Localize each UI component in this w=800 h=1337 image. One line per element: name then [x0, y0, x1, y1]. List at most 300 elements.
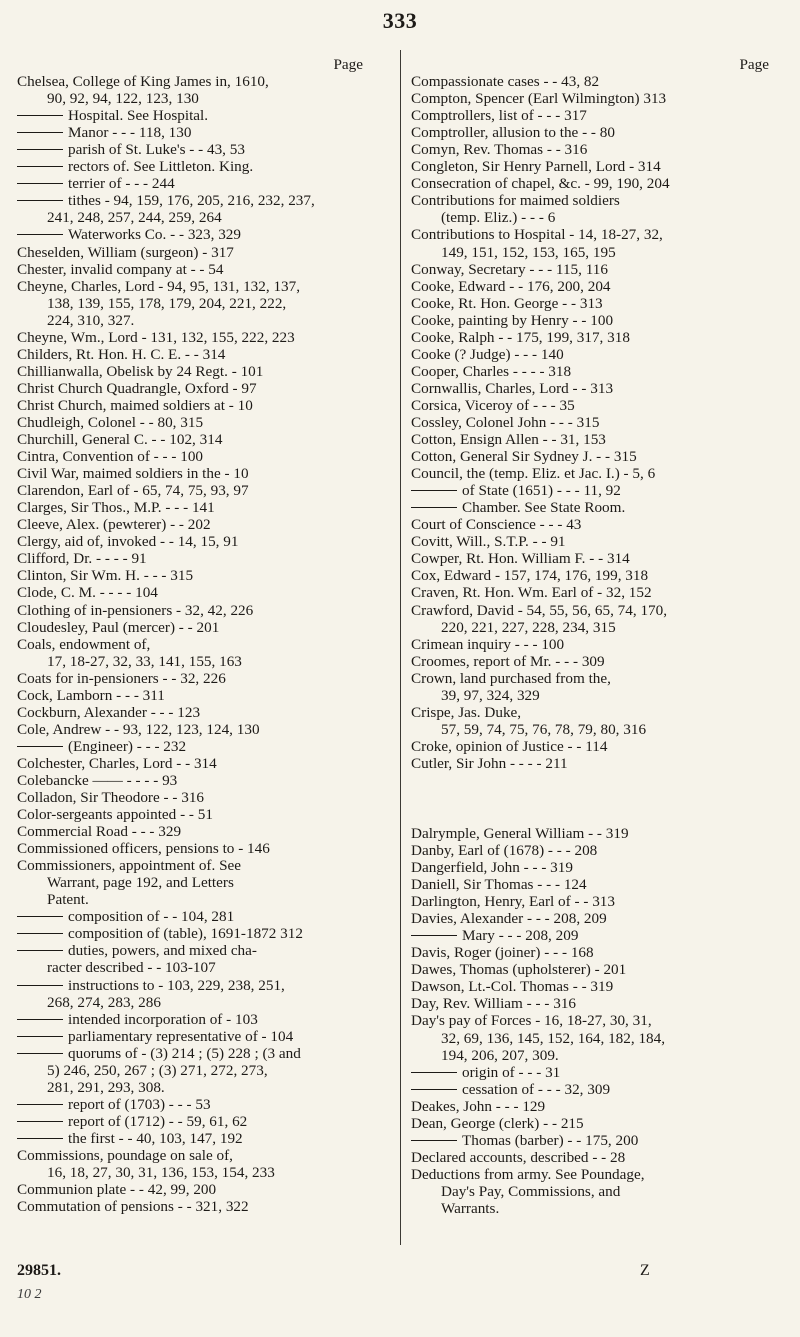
- index-entry: [411, 1012, 773, 1063]
- entry-label: report of (1703) - - - 53: [68, 1095, 211, 1113]
- entry-label: Cloudesley, Paul (mercer) - - 201: [17, 618, 220, 636]
- index-subentry: [17, 738, 367, 755]
- entry-label: Deakes, John - - - 129: [411, 1097, 546, 1115]
- entry-label: Clifford, Dr. - - - - 91: [17, 550, 147, 568]
- index-entry: [17, 1181, 367, 1198]
- index-entry: [411, 312, 773, 329]
- entry-text: [411, 499, 773, 516]
- index-entry: [17, 840, 367, 857]
- entry-text: [411, 533, 773, 550]
- index-entry: [411, 380, 773, 397]
- entry-continuation: 224, 310, 327.: [47, 311, 135, 329]
- index-entry: [411, 859, 773, 876]
- index-subentry: [17, 141, 367, 158]
- handwritten-note: 10 2: [17, 1287, 42, 1302]
- right-entry-list-c: [411, 73, 773, 772]
- entry-label: Chudleigh, Colonel - - 80, 315: [17, 413, 204, 431]
- index-entry: [411, 842, 773, 859]
- index-entry: [17, 329, 367, 346]
- index-entry: [17, 244, 367, 261]
- entry-label: rectors of. See Littleton. King.: [68, 158, 254, 176]
- entry-continuation: 281, 291, 293, 308.: [47, 1078, 165, 1096]
- entry-text: [411, 567, 773, 584]
- entry-text: [411, 261, 773, 278]
- entry-text: [411, 329, 773, 346]
- entry-label: Cossley, Colonel John - - - 315: [411, 413, 600, 431]
- entry-text: [17, 158, 367, 175]
- entry-label: Cooke, painting by Henry - - 100: [411, 311, 614, 329]
- entry-text: [411, 448, 773, 465]
- entry-continuation: 90, 92, 94, 122, 123, 130: [47, 90, 199, 108]
- index-entry: [411, 261, 773, 278]
- entry-label: Cornwallis, Charles, Lord - - 313: [411, 379, 614, 397]
- index-entry: [17, 823, 367, 840]
- index-subentry: [411, 1132, 773, 1149]
- entry-text: [411, 1064, 773, 1081]
- index-subentry: [17, 158, 367, 175]
- entry-label: terrier of - - - 244: [68, 175, 175, 193]
- index-subentry: [17, 1130, 367, 1147]
- entry-label: Darlington, Henry, Earl of - - 313: [411, 893, 615, 911]
- entry-text: [411, 1166, 773, 1183]
- entry-label: Cutler, Sir John - - - - 211: [411, 754, 568, 772]
- index-entry: [17, 278, 367, 329]
- entry-text: [411, 584, 773, 601]
- left-entry-list: [17, 73, 367, 1215]
- index-entry: [411, 653, 773, 670]
- index-subentry: [17, 942, 367, 976]
- entry-text: [411, 380, 773, 397]
- index-subentry: [17, 1011, 367, 1028]
- entry-label: Conway, Secretary - - - 115, 116: [411, 260, 608, 278]
- entry-text: [17, 840, 367, 857]
- entry-label: Dalrymple, General William - - 319: [411, 824, 629, 842]
- entry-text: [17, 516, 367, 533]
- entry-label: Comyn, Rev. Thomas - - 316: [411, 141, 588, 159]
- index-entry: [411, 73, 773, 90]
- entry-text: [411, 876, 773, 893]
- index-entry: [411, 448, 773, 465]
- entry-label: Cockburn, Alexander - - - 123: [17, 703, 201, 721]
- entry-label: Compton, Spencer (Earl Wilmington) 313: [411, 90, 667, 108]
- ditto-rule: [17, 746, 63, 747]
- index-entry: [411, 414, 773, 431]
- index-entry: [17, 602, 367, 619]
- index-entry: [411, 550, 773, 567]
- entry-text: [411, 842, 773, 859]
- index-entry: [17, 363, 367, 380]
- entry-label: Chillianwalla, Obelisk by 24 Regt. - 101: [17, 362, 264, 380]
- entry-text: [411, 825, 773, 842]
- index-entry: [411, 516, 773, 533]
- entry-text: [17, 380, 367, 397]
- ditto-rule: [17, 985, 63, 986]
- entry-text: [411, 465, 773, 482]
- entry-text: [17, 977, 367, 994]
- index-entry: [411, 363, 773, 380]
- index-entry: [411, 533, 773, 550]
- index-subentry: [17, 192, 367, 226]
- index-entry: [411, 175, 773, 192]
- index-entry: [17, 806, 367, 823]
- index-entry: [17, 636, 367, 670]
- entry-label: Coals, endowment of,: [17, 635, 151, 653]
- entry-text: [411, 312, 773, 329]
- index-entry: [411, 567, 773, 584]
- entry-continuation: 138, 139, 155, 178, 179, 204, 221, 222,: [47, 294, 287, 312]
- entry-continuation: (temp. Eliz.) - - - 6: [441, 209, 556, 227]
- printer-signature: 29851.: [17, 1262, 61, 1279]
- entry-text: [17, 908, 367, 925]
- entry-text: [17, 772, 367, 789]
- entry-text: [17, 1181, 367, 1198]
- index-entry: [411, 158, 773, 175]
- entry-label: Declared accounts, described - - 28: [411, 1148, 626, 1166]
- entry-text: [17, 704, 367, 721]
- index-subentry: [17, 1113, 367, 1130]
- entry-text: [411, 346, 773, 363]
- entry-text: [17, 346, 367, 363]
- entry-label: Cheyne, Charles, Lord - 94, 95, 131, 132, 137,: [17, 277, 301, 295]
- entry-text: [17, 619, 367, 636]
- ditto-rule: [17, 183, 63, 184]
- entry-label: cessation of - - - 32, 309: [462, 1080, 611, 1098]
- index-entry: [17, 448, 367, 465]
- entry-text: [411, 1149, 773, 1166]
- index-entry: [411, 226, 773, 260]
- entry-label: Davies, Alexander - - - 208, 209: [411, 910, 607, 928]
- entry-text: [17, 584, 367, 601]
- ditto-rule: [411, 507, 457, 508]
- entry-text: [17, 363, 367, 380]
- entry-label: Commissioners, appointment of. See: [17, 857, 241, 875]
- entry-text: [17, 73, 367, 90]
- ditto-rule: [17, 234, 63, 235]
- entry-text: [17, 550, 367, 567]
- index-entry: [17, 772, 367, 789]
- entry-continuation: 39, 97, 324, 329: [441, 686, 540, 704]
- entry-text: [17, 1011, 367, 1028]
- entry-text: [411, 602, 773, 619]
- index-entry: [411, 346, 773, 363]
- entry-text: [17, 175, 367, 192]
- index-entry: [17, 397, 367, 414]
- index-entry: [411, 876, 773, 893]
- entry-text: [17, 942, 367, 959]
- entry-label: duties, powers, and mixed cha-: [68, 942, 257, 960]
- entry-label: Cintra, Convention of - - - 100: [17, 448, 204, 466]
- entry-continuation: Patent.: [47, 891, 89, 909]
- entry-text: [411, 295, 773, 312]
- index-entry: [411, 995, 773, 1012]
- entry-label: composition of - - 104, 281: [68, 908, 235, 926]
- index-entry: [17, 261, 367, 278]
- ditto-rule: [17, 1036, 63, 1037]
- index-entry: [411, 910, 773, 927]
- entry-text: [17, 465, 367, 482]
- index-entry: [411, 124, 773, 141]
- index-entry: [411, 1115, 773, 1132]
- ditto-rule: [17, 149, 63, 150]
- entry-label: Cooper, Charles - - - - 318: [411, 362, 572, 380]
- index-entry: [17, 584, 367, 601]
- entry-label: Chelsea, College of King James in, 1610,: [17, 73, 269, 91]
- entry-text: [411, 978, 773, 995]
- index-entry: [411, 636, 773, 653]
- index-subentry: [17, 1096, 367, 1113]
- entry-label: (Engineer) - - - 232: [68, 737, 187, 755]
- entry-label: Clode, C. M. - - - - 104: [17, 584, 158, 602]
- entry-text: [411, 550, 773, 567]
- index-entry: [17, 431, 367, 448]
- entry-label: of State (1651) - - - 11, 92: [462, 482, 621, 500]
- entry-text: [411, 995, 773, 1012]
- entry-text: [411, 670, 773, 687]
- entry-label: Clergy, aid of, invoked - - 14, 15, 91: [17, 533, 239, 551]
- entry-label: Colebancke —— - - - - 93: [17, 771, 178, 789]
- ditto-rule: [17, 1019, 63, 1020]
- index-subentry: [17, 175, 367, 192]
- index-entry: [411, 1149, 773, 1166]
- entry-label: Davis, Roger (joiner) - - - 168: [411, 944, 594, 962]
- section-gap: [411, 772, 773, 825]
- index-entry: [17, 533, 367, 550]
- entry-label: Craven, Rt. Hon. Wm. Earl of - 32, 152: [411, 584, 652, 602]
- index-subentry: [17, 925, 367, 942]
- ditto-rule: [411, 490, 457, 491]
- entry-label: Day, Rev. William - - - 316: [411, 995, 577, 1013]
- entry-label: Congleton, Sir Henry Parnell, Lord - 314: [411, 158, 661, 176]
- entry-text: [17, 738, 367, 755]
- entry-text: [17, 1113, 367, 1130]
- index-entry: [411, 755, 773, 772]
- entry-label: Commissions, poundage on sale of,: [17, 1147, 233, 1164]
- index-entry: [17, 721, 367, 738]
- index-entry: [17, 670, 367, 687]
- entry-continuation: 194, 206, 207, 309.: [441, 1046, 559, 1064]
- entry-label: Dawson, Lt.-Col. Thomas - - 319: [411, 978, 614, 996]
- entry-label: Clarges, Sir Thos., M.P. - - - 141: [17, 499, 215, 517]
- entry-continuation: 268, 274, 283, 286: [47, 993, 161, 1011]
- entry-text: [411, 414, 773, 431]
- index-entry: [411, 295, 773, 312]
- index-entry: [17, 687, 367, 704]
- entry-label: Cox, Edward - 157, 174, 176, 199, 318: [411, 567, 649, 585]
- index-entry: [411, 90, 773, 107]
- index-entry: [17, 789, 367, 806]
- index-entry: [17, 465, 367, 482]
- entry-text: [411, 1115, 773, 1132]
- entry-text: [411, 893, 773, 910]
- entry-label: Compassionate cases - - 43, 82: [411, 73, 600, 91]
- entry-label: Churchill, General C. - - 102, 314: [17, 431, 223, 449]
- right-entry-list-d: [411, 825, 773, 1217]
- entry-text: [17, 1147, 367, 1164]
- entry-label: Cleeve, Alex. (pewterer) - - 202: [17, 516, 211, 534]
- entry-label: Mary - - - 208, 209: [462, 927, 579, 945]
- entry-label: Cooke (? Judge) - - - 140: [411, 345, 564, 363]
- entry-label: Day's pay of Forces - 16, 18-27, 30, 31,: [411, 1012, 652, 1030]
- page-column-label: Page: [333, 56, 363, 73]
- index-entry: [411, 107, 773, 124]
- entry-label: tithes - 94, 159, 176, 205, 216, 232, 237,: [68, 192, 315, 210]
- entry-label: Cotton, General Sir Sydney J. - - 315: [411, 448, 637, 466]
- entry-label: quorums of - (3) 214 ; (5) 228 ; (3 and: [68, 1044, 301, 1062]
- entry-label: Deductions from army. See Poundage,: [411, 1165, 645, 1183]
- entry-label: Consecration of chapel, &c. - 99, 190, 204: [411, 175, 670, 193]
- page-number: 333: [382, 8, 418, 33]
- entry-text: [411, 1081, 773, 1098]
- entry-label: Cotton, Ensign Allen - - 31, 153: [411, 431, 606, 449]
- entry-label: Waterworks Co. - - 323, 329: [68, 226, 241, 244]
- entry-continuation: 57, 59, 74, 75, 76, 78, 79, 80, 316: [441, 720, 647, 738]
- index-entry: [17, 482, 367, 499]
- entry-label: the first - - 40, 103, 147, 192: [68, 1129, 243, 1147]
- entry-label: Corsica, Viceroy of - - - 35: [411, 396, 575, 414]
- entry-text: [17, 431, 367, 448]
- entry-text: [17, 1045, 367, 1062]
- index-entry: [411, 602, 773, 636]
- entry-text: [411, 636, 773, 653]
- index-entry: [411, 584, 773, 601]
- index-entry: [17, 516, 367, 533]
- entry-label: parliamentary representative of - 104: [68, 1027, 294, 1045]
- entry-label: Crawford, David - 54, 55, 56, 65, 74, 170,: [411, 601, 668, 619]
- entry-text: [411, 961, 773, 978]
- entry-text: [411, 1098, 773, 1115]
- entry-text: [17, 857, 367, 874]
- entry-text: [17, 397, 367, 414]
- entry-label: Clinton, Sir Wm. H. - - - 315: [17, 567, 194, 585]
- entry-label: Commissioned officers, pensions to - 146: [17, 840, 270, 858]
- entry-label: Coats for in-pensioners - - 32, 226: [17, 669, 226, 687]
- index-column-left: [17, 56, 367, 1215]
- index-entry: [411, 278, 773, 295]
- entry-text: [411, 755, 773, 772]
- entry-text: [17, 261, 367, 278]
- entry-label: intended incorporation of - 103: [68, 1010, 258, 1028]
- entry-text: [411, 738, 773, 755]
- index-entry: [411, 738, 773, 755]
- entry-label: origin of - - - 31: [462, 1063, 561, 1081]
- entry-label: Daniell, Sir Thomas - - - 124: [411, 876, 587, 894]
- entry-label: Communion plate - - 42, 99, 200: [17, 1181, 217, 1199]
- index-entry: [17, 73, 367, 107]
- ditto-rule: [17, 916, 63, 917]
- entry-text: [411, 910, 773, 927]
- index-entry: [17, 1147, 367, 1181]
- entry-text: [17, 636, 367, 653]
- entry-label: Christ Church Quadrangle, Oxford - 97: [17, 379, 257, 397]
- index-entry: [411, 465, 773, 482]
- entry-label: Comptrollers, list of - - - 317: [411, 107, 587, 125]
- entry-label: Covitt, Will., S.T.P. - - 91: [411, 533, 566, 551]
- entry-text: [411, 516, 773, 533]
- index-column-right: [411, 56, 773, 1217]
- index-entry: [411, 431, 773, 448]
- entry-continuation: Warrant, page 192, and Letters: [47, 874, 234, 892]
- ditto-rule: [411, 1072, 457, 1073]
- entry-label: Commercial Road - - - 329: [17, 823, 182, 841]
- entry-label: Clarendon, Earl of - 65, 74, 75, 93, 97: [17, 482, 249, 500]
- entry-text: [17, 1096, 367, 1113]
- index-subentry: [17, 1045, 367, 1096]
- entry-label: Colladon, Sir Theodore - - 316: [17, 789, 205, 807]
- index-entry: [17, 857, 367, 908]
- entry-label: composition of (table), 1691-1872 312: [68, 925, 303, 943]
- index-entry: [411, 397, 773, 414]
- entry-text: [17, 1198, 367, 1215]
- entry-text: [17, 670, 367, 687]
- entry-label: Dangerfield, John - - - 319: [411, 859, 573, 877]
- entry-label: instructions to - 103, 229, 238, 251,: [68, 976, 285, 994]
- entry-text: [17, 414, 367, 431]
- entry-label: Chester, invalid company at - - 54: [17, 260, 224, 278]
- entry-label: Thomas (barber) - - 175, 200: [462, 1131, 639, 1149]
- entry-continuation: 5) 246, 250, 267 ; (3) 271, 272, 273,: [47, 1061, 268, 1079]
- entry-label: Crown, land purchased from the,: [411, 669, 611, 687]
- entry-text: [17, 567, 367, 584]
- ditto-rule: [17, 1053, 63, 1054]
- entry-label: Chamber. See State Room.: [462, 499, 626, 517]
- index-subentry: [17, 1028, 367, 1045]
- ditto-rule: [17, 1138, 63, 1139]
- index-entry: [411, 704, 773, 738]
- entry-text: [17, 925, 367, 942]
- entry-text: [411, 944, 773, 961]
- index-entry: [411, 978, 773, 995]
- index-subentry: [17, 107, 367, 124]
- entry-label: parish of St. Luke's - - 43, 53: [68, 141, 245, 159]
- entry-text: [411, 141, 773, 158]
- entry-text: [17, 789, 367, 806]
- page-column-label: Page: [739, 56, 769, 73]
- entry-continuation: Day's Pay, Commissions, and: [441, 1182, 621, 1200]
- index-entry: [411, 944, 773, 961]
- entry-text: [17, 1130, 367, 1147]
- index-entry: [411, 893, 773, 910]
- index-subentry: [17, 124, 367, 141]
- entry-label: Childers, Rt. Hon. H. C. E. - - 314: [17, 345, 226, 363]
- index-entry: [17, 567, 367, 584]
- entry-label: Colchester, Charles, Lord - - 314: [17, 754, 217, 772]
- entry-text: [17, 533, 367, 550]
- ditto-rule: [17, 1104, 63, 1105]
- entry-label: Cooke, Rt. Hon. George - - 313: [411, 294, 603, 312]
- entry-text: [17, 687, 367, 704]
- entry-text: [411, 363, 773, 380]
- entry-continuation: 32, 69, 136, 145, 152, 164, 182, 184,: [441, 1029, 666, 1047]
- entry-text: [411, 175, 773, 192]
- entry-text: [17, 1028, 367, 1045]
- index-entry: [411, 961, 773, 978]
- entry-text: [17, 244, 367, 261]
- entry-text: [411, 1012, 773, 1029]
- entry-label: Dean, George (clerk) - - 215: [411, 1114, 584, 1132]
- ditto-rule: [17, 200, 63, 201]
- entry-label: Cole, Andrew - - 93, 122, 123, 124, 130: [17, 720, 260, 738]
- entry-text: [411, 397, 773, 414]
- entry-text: [17, 107, 367, 124]
- index-entry: [17, 380, 367, 397]
- entry-text: [17, 721, 367, 738]
- ditto-rule: [17, 132, 63, 133]
- entry-label: Cheselden, William (surgeon) - 317: [17, 243, 234, 261]
- signature-mark: Z: [640, 1262, 650, 1279]
- entry-label: Contributions to Hospital - 14, 18-27, 32,: [411, 226, 663, 244]
- index-entry: [17, 550, 367, 567]
- index-subentry: [17, 908, 367, 925]
